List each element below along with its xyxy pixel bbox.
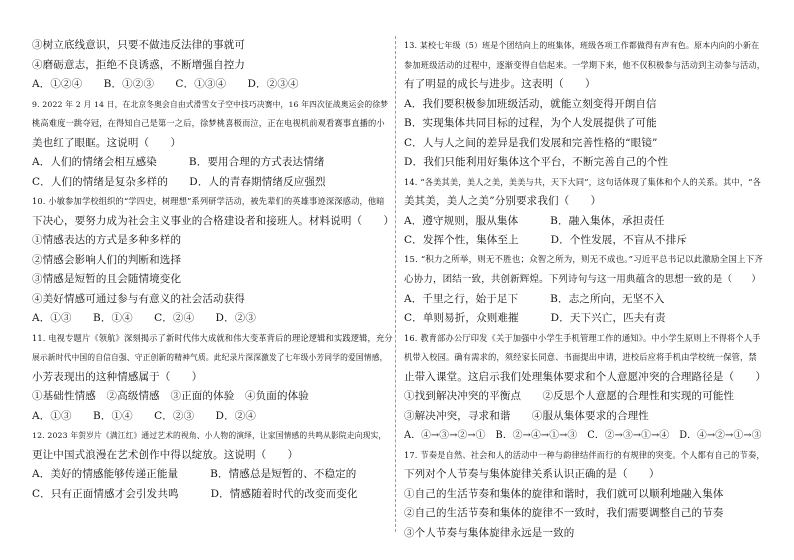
text-line: C．人们的情绪是复杂多样的 D．人的青春期情绪反应强烈 [32,175,326,188]
text-line: A．①②④ B．①②③ C．①③④ D．②③④ [32,78,299,90]
text-line: 止带入课堂。这启示我们处理集体要求和个人意愿冲突的合理路径是（ ） [404,370,766,383]
text-line: A．遵守规则，服从集体 B．融入集体，承担责任 [404,214,665,227]
left-column [32,36,394,504]
text-line: ①情感表达的方式是多种多样的 [32,234,182,246]
text-line: ③个人节奏与集体旋律永远是一致的 [404,526,575,539]
text-line: C．发挥个性，集体至上 D．个性发展，不盲从不排斥 [404,234,688,246]
text-line: 下决心，要努力成为社会主义事业的合格建设者和接班人。材料说明（ ） [32,214,394,227]
text-line: 参加班级活动的过程中，逐渐变得自信起来。一学期下来，他不仅积极参与活动到主动参与活动， [404,59,766,70]
text-line: 小芳表现出的这种情感属于（ ） [32,370,203,383]
text-line: 13. 某校七年级（5）班是个团结向上的班集体，班级各项工作都做得有声有色。原本内向的小新在 [404,41,760,50]
text-line: 14. “各美其美，美人之美，美美与共，天下大同”，这句话体现了集体和个人的关系。其中，“各 [404,176,762,187]
text-line: ③情感是短暂的且会随情境变化 [32,273,182,285]
text-line: ①找到解决冲突的平衡点 ②反思个人意愿的合理性和实现的可能性 [404,390,735,402]
text-line: ③树立底线意识，只要不做违反法律的事就可 [32,39,245,51]
text-line: ④磨砺意志，拒绝不良诱惑，不断增强自控力 [32,58,245,71]
text-line: ①基础性情感 ②高级情感 ③正面的体验 ④负面的体验 [32,390,309,402]
text-line: D．我们只能利用好集体这个平台，不断完善自己的个性 [404,156,669,168]
text-line: 17. 节奏是自然、社会和人的活动中一种与韵律结伴而行的有规律的突变。个人都有自己的节奏， [404,449,765,460]
text-line: A．①③ B．①④ C．②④ D．②③ [32,312,257,324]
text-line: C．单则易折，众则难摧 D．天下兴亡，匹夫有责 [404,312,666,324]
text-line: 11. 电视专题片《领航》深刻揭示了新时代伟大成就和伟大变革背后的理论逻辑和实践逻辑，充分 [32,332,393,343]
text-line: A．①③ B．①④ C．②③ D．②④ [32,409,257,422]
text-line: ②情感会影响人们的判断和选择 [32,253,182,266]
text-line: 下列对个人节奏与集体旋律关系认识正确的是（ ） [404,468,660,480]
column-divider [395,36,396,532]
text-line: 桃高难度一跳夺冠，在得知自己是第一之后，徐梦桃喜极而泣，正在电视机前观看赛事直播的小 [32,118,385,128]
text-line: B．实现集体共同目标的过程，为个人发展提供了可能 [404,117,657,129]
text-line: A．人们的情绪会相互感染 B．要用合理的方式表达情绪 [32,156,325,168]
text-line: ②自己的生活节奏和集体的旋律不一致时，我们需要调整自己的节奏 [404,507,724,519]
text-line: ③解决冲突，寻求和谐 ④服从集体要求的合理性 [404,409,649,422]
text-line: A．美好的情感能够传递正能量 B．情感总是短暂的、不稳定的 [32,468,357,480]
text-line: C．人与人之间的差异是我们发展和完善性格的“眼镜” [404,136,658,149]
text-line: A．我们要积极参加班级活动，就能立刻变得开朗自信 [404,97,657,110]
text-line: 9. 2022 年 2 月 14 日，在北京冬奥会自由式滑雪女子空中技巧决赛中，16 年四次征战奥运会的徐梦 [32,99,389,109]
text-line: 12. 2023 年贺岁片《满江红》通过艺术的视角、小人物的演绎，让家国情感的共鸣从影院走向现实， [32,431,387,440]
text-line: 美其美，美人之美”分别要求我们（ ） [404,195,602,207]
text-line: 10. 小敏参加学校组织的“学四史，树理想”系列研学活动，被先辈们的英雄事迹深深感动，他暗 [32,196,385,206]
text-line: 有了明显的成长与进步。这表明（ ） [404,78,596,90]
text-line: 展示新时代中国的自信自强、守正创新的精神气质。此纪录片深深激发了七年级小芳同学的爱国情感， [32,353,388,362]
text-line: 16. 教育部办公厅印发《关于加强中小学生手机管理工作的通知》。中小学生原则上不得将个人手 [404,332,761,343]
text-line: 15. “积力之所举，则无不胜也；众智之所为，则无不成也。”习近平总书记以此激励全国上下齐 [404,254,763,265]
text-line: A．④→③→②→① B．②→④→①→③ C．②→③→①→④ D．④→②→①→③ [404,430,762,441]
text-line: A．千里之行，始于足下 B．志之所向，无坚不入 [404,292,665,305]
text-line: 美也红了眼眶。这说明（ ） [32,136,182,149]
text-line: ④美好情感可通过参与有意义的社会活动获得 [32,292,245,305]
text-line: 机带入校园。确有需求的，须经家长同意、书面提出申请，进校后应将手机由学校统一保管，禁 [404,352,757,362]
text-line: 更让中国式浪漫在艺术创作中得以绽放。这说明（ ） [32,448,299,461]
text-line: C．只有正面情感才会引发共鸣 D．情感随着时代的改变而变化 [32,487,358,500]
right-column [404,36,766,543]
text-line: ①自己的生活节奏和集体的旋律和谐时，我们就可以顺利地融入集体 [404,487,724,500]
text-line: 心协力，团结一致，共创新辉煌。下列诗句与这一用典蕴含的思想一致的是（ ） [404,274,762,285]
